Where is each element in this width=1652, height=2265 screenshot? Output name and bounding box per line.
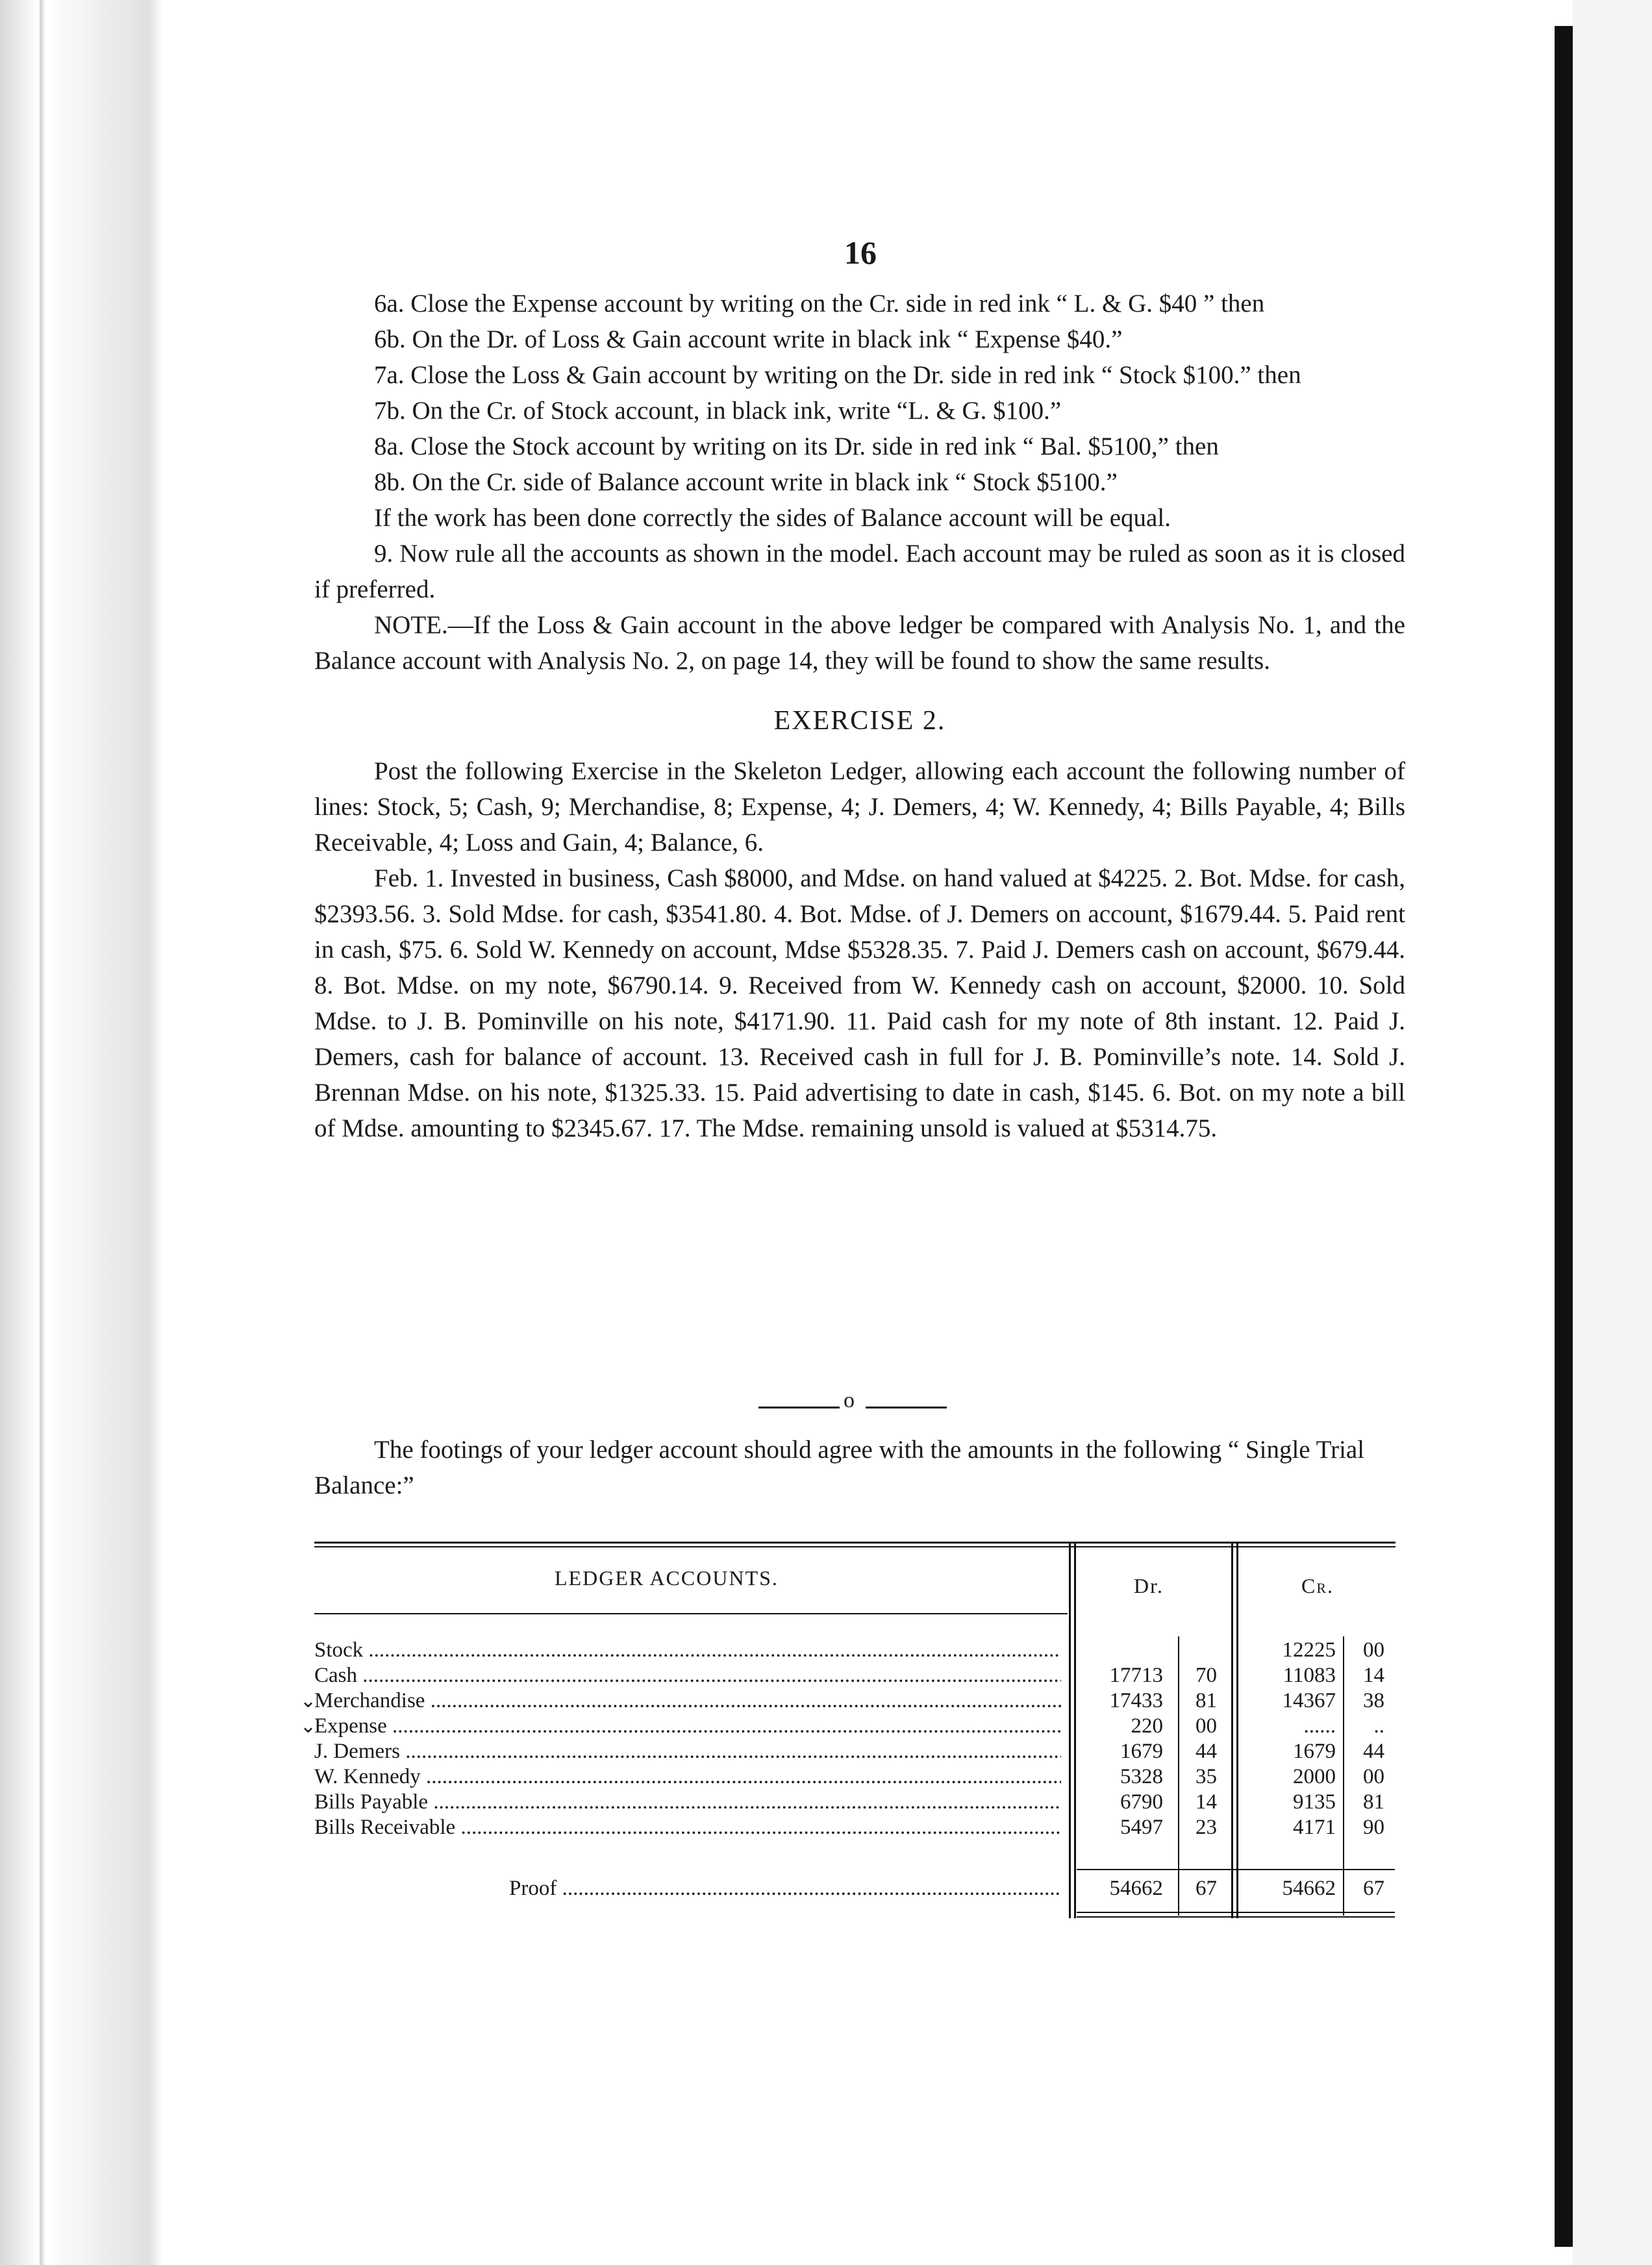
header-rule	[314, 1613, 1068, 1614]
para-equal: If the work has been done correctly the sides of Balance account will be equal.	[374, 504, 1171, 532]
proof-top-rule	[1077, 1869, 1395, 1870]
cr-dollars: 12225	[1282, 1638, 1336, 1662]
cr-cents: 90	[1363, 1816, 1384, 1839]
para-8b: 8b. On the Cr. side of Balance account write in black ink “ Stock $5100.”	[374, 468, 1118, 496]
page-number: 16	[844, 234, 877, 271]
dr-dollars: 220	[1131, 1714, 1163, 1738]
page-binding-edge	[0, 0, 162, 2265]
cr-dollars: ......	[1303, 1714, 1336, 1738]
dr-cents: 70	[1195, 1664, 1217, 1687]
table-top-rule-2	[314, 1546, 1395, 1547]
cr-cents: 00	[1363, 1765, 1384, 1788]
cr-cents: 81	[1363, 1790, 1384, 1814]
cr-dollars: 2000	[1293, 1765, 1336, 1788]
table-row	[314, 1764, 1405, 1790]
proof-bottom-rule	[1077, 1912, 1395, 1913]
account-name: Stock .....	[314, 1638, 1061, 1663]
section-divider	[758, 1388, 947, 1416]
proof-cr-cents: 67	[1363, 1877, 1384, 1900]
table-top-rule	[314, 1542, 1395, 1544]
cr-cents: 44	[1363, 1740, 1384, 1763]
dr-cents: 00	[1195, 1714, 1217, 1738]
table-row	[300, 1714, 1405, 1739]
proof-dr-cents: 67	[1195, 1877, 1217, 1900]
dr-cents: 23	[1195, 1816, 1217, 1839]
note-label: NOTE.	[374, 611, 448, 639]
dr-dollars: 17713	[1109, 1664, 1163, 1687]
cr-dollars: 14367	[1282, 1689, 1336, 1712]
cr-cents: 14	[1363, 1664, 1384, 1687]
dr-cents: 14	[1195, 1790, 1217, 1814]
account-name: Bills Receivable .....	[314, 1815, 1061, 1840]
table-row	[314, 1790, 1405, 1815]
header-dr: Dr.	[1134, 1574, 1164, 1597]
para-7b: 7b. On the Cr. of Stock account, in black ink, write “L. & G. $100.”	[374, 397, 1062, 425]
dr-dollars: 17433	[1109, 1689, 1163, 1712]
dr-dollars: 5497	[1120, 1816, 1163, 1839]
instructions-block	[314, 286, 1405, 1146]
divider-mark: o	[844, 1388, 855, 1412]
table-row	[314, 1663, 1405, 1688]
cr-dollars: 11083	[1283, 1664, 1336, 1687]
dr-cents: 44	[1195, 1740, 1217, 1763]
table-row	[314, 1815, 1405, 1840]
proof-bottom-rule-2	[1077, 1916, 1395, 1918]
dr-cents: 35	[1195, 1765, 1217, 1788]
check-mark: ⌄	[300, 1690, 317, 1712]
trial-balance-table	[300, 1542, 1405, 1925]
note-paragraph	[314, 607, 1405, 679]
account-name: Cash .....	[314, 1663, 1061, 1688]
cr-dollars: 9135	[1293, 1790, 1336, 1814]
para-7a: 7a. Close the Loss & Gain account by writing on the Dr. side in red ink “ Stock $100.” then	[374, 361, 1301, 389]
cr-cents: ..	[1373, 1714, 1384, 1738]
account-name: W. Kennedy .....	[314, 1764, 1061, 1790]
proof-label: Proof .....	[509, 1876, 1061, 1901]
account-name: J. Demers .....	[314, 1739, 1061, 1764]
account-name: Expense .....	[314, 1714, 1061, 1739]
cr-cents: 00	[1363, 1638, 1384, 1662]
para-9: 9. Now rule all the accounts as shown in the model. Each account may be ruled as soon as it is closed if preferred.	[314, 540, 1405, 603]
check-mark: ⌄	[300, 1716, 317, 1737]
para-6b: 6b. On the Dr. of Loss & Gain account write in black ink “ Expense $40.”	[374, 325, 1123, 353]
cr-dollars: 4171	[1293, 1816, 1336, 1839]
header-ledger-accounts: LEDGER ACCOUNTS.	[555, 1566, 779, 1590]
table-row	[314, 1638, 1405, 1663]
table-row	[300, 1688, 1405, 1714]
cr-cents: 38	[1363, 1689, 1384, 1712]
proof-row	[314, 1876, 1405, 1901]
proof-dr-dollars: 54662	[1109, 1877, 1163, 1900]
para-6a: 6a. Close the Expense account by writing on the Cr. side in red ink “ L. & G. $40 ” then	[374, 290, 1265, 318]
proof-cr-dollars: 54662	[1282, 1877, 1336, 1900]
exercise-intro: Post the following Exercise in the Skeleton Ledger, allowing each account the following number of lines: Stock, 5; Cash, 9; Merchandise, 8; Expense, 4; J. Demers, 4; W. Kennedy, 4; Bills Payable, 4; Bills Receivable, 4; Loss and Gain, 4; Balance, 6.	[314, 757, 1405, 857]
dr-cents: 81	[1195, 1689, 1217, 1712]
scan-right-edge	[1555, 0, 1652, 2265]
dr-dollars: 6790	[1120, 1790, 1163, 1814]
para-8a: 8a. Close the Stock account by writing on its Dr. side in red ink “ Bal. $5100,” then	[374, 432, 1219, 460]
dr-dollars: 5328	[1120, 1765, 1163, 1788]
exercise-heading: EXERCISE 2.	[773, 706, 946, 736]
exercise-body: Feb. 1. Invested in business, Cash $8000, and Mdse. on hand valued at $4225. 2. Bot. Mdse. for cash, $2393.56. 3. Sold Mdse. for cash, $3541.80. 4. Bot. Mdse. of J. Demers on account, $1679.44. 5. Paid rent in cash, $75. 6. Sold W. Kennedy on account, Mdse $5328.35. 7. Paid J. Demers cash on account, $679.44. 8. Bot. Mdse. on my note, $6790.14. 9. Received from W. Kennedy cash on account, $2000. 10. Sold Mdse. to J. B. Pominville on his note, $4171.90. 11. Paid cash for my note of 8th instant. 12. Paid J. Demers, cash for balance of account. 13. Received cash in full for J. B. Pominville’s note. 14. Sold J. Brennan Mdse. on his note, $1325.33. 15. Paid advertising to date in cash, $145. 6. Bot. on my note a bill of Mdse. amounting to $2345.67. 17. The Mdse. remaining unsold is valued at $5314.75.	[314, 864, 1405, 1142]
cr-dollars: 1679	[1293, 1740, 1336, 1763]
footing-text: The footings of your ledger account should agree with the amounts in the following “ Single Trial Balance:”	[314, 1436, 1365, 1499]
account-name: Merchandise .....	[314, 1688, 1061, 1714]
header-cr: Cr.	[1301, 1574, 1334, 1597]
dr-dollars: 1679	[1120, 1740, 1163, 1763]
table-row	[314, 1739, 1405, 1764]
account-name: Bills Payable .....	[314, 1790, 1061, 1815]
note-text: —If the Loss & Gain account in the above ledger be compared with Analysis No. 1, and the Balance account with Analysis No. 2, on page 14, they will be found to show the same results.	[314, 611, 1405, 675]
